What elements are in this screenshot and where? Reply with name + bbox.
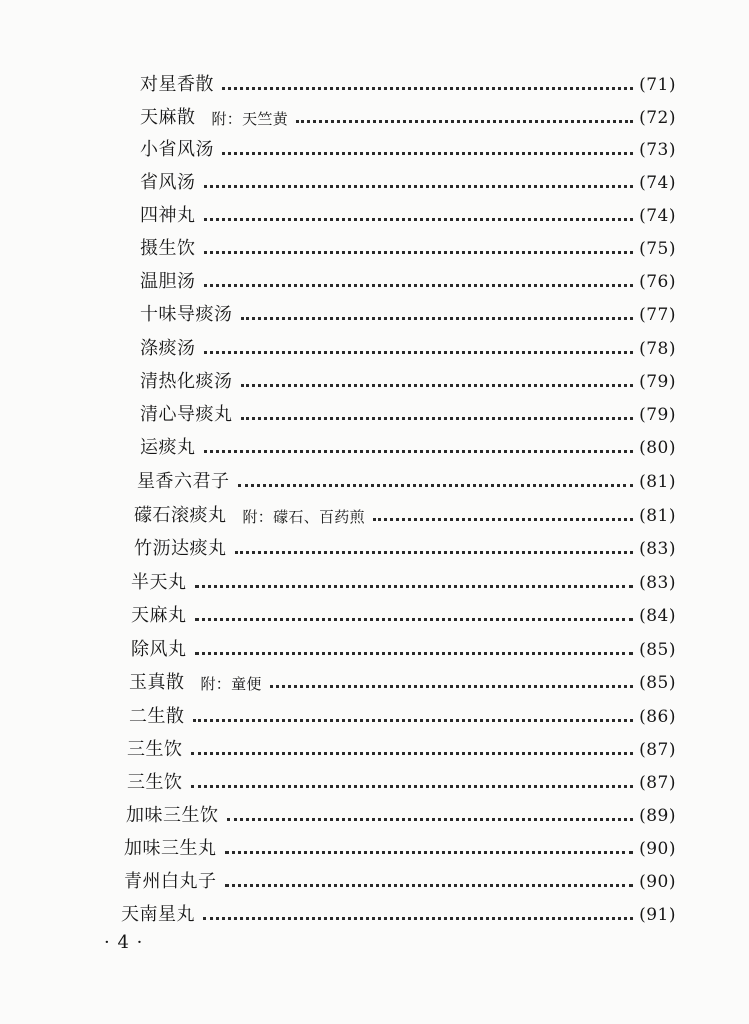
entry-title: 天麻散: [140, 107, 196, 128]
toc-entry: [140, 164, 676, 194]
entry-title: 半天丸: [131, 572, 187, 593]
toc-entry: [131, 597, 676, 627]
entry-title: 对星香散: [140, 74, 214, 95]
entry-title: 省风汤: [140, 172, 196, 193]
entry-title: 青州白丸子: [124, 871, 217, 892]
entry-page-number: (84): [639, 606, 676, 626]
dot-leader: [204, 351, 634, 354]
entry-title: 除风丸: [131, 639, 187, 660]
entry-title: 小省风汤: [140, 139, 214, 160]
entry-page-number: (78): [639, 339, 676, 359]
entry-page-number: (73): [639, 140, 676, 160]
dot-leader: [225, 851, 634, 854]
entry-page-number: (76): [639, 272, 676, 292]
entry-title: 三生饮: [127, 772, 183, 793]
toc-entry: [137, 463, 676, 493]
dot-leader: [222, 87, 633, 90]
dot-leader: [204, 185, 634, 188]
entry-title: 星香六君子: [137, 471, 230, 492]
dot-leader: [241, 384, 634, 387]
dot-leader: [270, 685, 633, 688]
toc-entry: [140, 363, 676, 393]
entry-note: 附：天竺黄: [211, 110, 289, 128]
toc-entry: [140, 66, 676, 96]
entry-title: 清心导痰丸: [140, 404, 233, 425]
toc-entry: [140, 330, 676, 360]
entry-page-number: (83): [639, 539, 676, 559]
toc-entry: [127, 731, 676, 761]
toc-entry: [127, 764, 676, 794]
toc-entry: [140, 99, 676, 129]
entry-page-number: (83): [639, 573, 676, 593]
entry-title: 清热化痰汤: [140, 371, 233, 392]
entry-page-number: (85): [639, 673, 676, 693]
entry-page-number: (91): [639, 905, 676, 925]
entry-title: 玉真散: [129, 672, 185, 693]
dot-leader: [195, 585, 634, 588]
entry-page-number: (85): [639, 640, 676, 660]
dot-leader: [238, 484, 634, 487]
entry-title: 摄生饮: [140, 238, 196, 259]
entry-title: 加味三生丸: [124, 838, 217, 859]
entry-page-number: (90): [639, 872, 676, 892]
entry-page-number: (74): [639, 173, 676, 193]
entry-page-number: (72): [639, 108, 676, 128]
dot-leader: [193, 719, 634, 722]
dot-leader: [222, 152, 633, 155]
entry-page-number: (86): [639, 707, 676, 727]
dot-leader: [296, 120, 633, 123]
entry-title: 加味三生饮: [126, 805, 219, 826]
entry-title: 涤痰汤: [140, 338, 196, 359]
dot-leader: [204, 251, 634, 254]
entry-page-number: (79): [639, 372, 676, 392]
entry-title: 三生饮: [127, 739, 183, 760]
entry-page-number: (75): [639, 239, 676, 259]
entry-title: 天南星丸: [121, 904, 195, 925]
entry-title: 运痰丸: [140, 437, 196, 458]
entry-title: 四神丸: [140, 205, 196, 226]
dot-leader: [195, 618, 634, 621]
entry-note: 附：礞石、百药煎: [242, 508, 365, 526]
entry-note: 附：童便: [200, 675, 262, 693]
dot-leader: [204, 218, 634, 221]
entry-page-number: (87): [639, 740, 676, 760]
entry-page-number: (71): [639, 75, 676, 95]
toc-entry: [126, 797, 676, 827]
toc-entry: [140, 263, 676, 293]
dot-leader: [241, 417, 634, 420]
dot-leader: [204, 450, 634, 453]
entry-page-number: (81): [639, 472, 676, 492]
toc-entry: [140, 230, 676, 260]
toc-entry: [140, 131, 676, 161]
toc-entry: [129, 664, 676, 694]
entry-page-number: (90): [639, 839, 676, 859]
dot-leader: [235, 551, 634, 554]
entry-page-number: (87): [639, 773, 676, 793]
entry-title: 温胆汤: [140, 271, 196, 292]
toc-entry: [129, 698, 676, 728]
page-number: · 4 ·: [104, 932, 144, 953]
entry-page-number: (79): [639, 405, 676, 425]
entry-title: 天麻丸: [131, 605, 187, 626]
dot-leader: [241, 317, 634, 320]
entry-title: 礞石滚痰丸: [134, 505, 227, 526]
entry-page-number: (81): [639, 506, 676, 526]
dot-leader: [204, 284, 634, 287]
dot-leader: [203, 917, 633, 920]
entry-title: 竹沥达痰丸: [134, 538, 227, 559]
toc-entry: [131, 631, 676, 661]
dot-leader: [195, 652, 634, 655]
entry-page-number: (77): [639, 305, 676, 325]
dot-leader: [225, 884, 634, 887]
dot-leader: [191, 752, 634, 755]
entry-title: 二生散: [129, 706, 185, 727]
toc-entry: [140, 429, 676, 459]
toc-entry: [121, 896, 676, 926]
entry-title: 十味导痰汤: [140, 304, 233, 325]
toc-entry: [124, 863, 676, 893]
toc-entry: [131, 564, 676, 594]
toc-entry: [140, 197, 676, 227]
dot-leader: [373, 518, 633, 521]
toc-entry: [140, 296, 676, 326]
toc-entry: [140, 396, 676, 426]
entry-page-number: (74): [639, 206, 676, 226]
entry-page-number: (80): [639, 438, 676, 458]
entry-page-number: (89): [639, 806, 676, 826]
toc-entry: [134, 530, 676, 560]
toc-entry: [134, 497, 676, 527]
dot-leader: [191, 785, 634, 788]
dot-leader: [227, 818, 634, 821]
toc-entry: [124, 830, 676, 860]
